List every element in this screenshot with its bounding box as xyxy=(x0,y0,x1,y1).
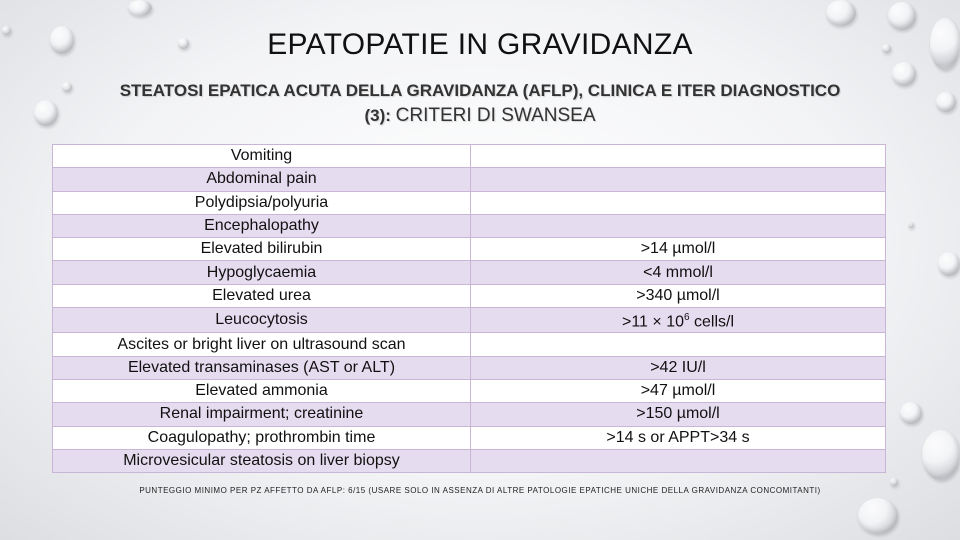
swansea-criteria-table xyxy=(52,144,886,473)
threshold-value: >11 × 10 xyxy=(622,313,684,331)
criterion-cell: Leucocytosis xyxy=(53,308,471,333)
criteria-row xyxy=(53,261,886,284)
criterion-cell: Coagulopathy; prothrombin time xyxy=(53,426,471,449)
scoring-footnote: PUNTEGGIO MINIMO PER PZ AFFETTO DA AFLP: 6/15 (USARE SOLO IN ASSENZA DI ALTRE PATOLOGIE EPATICHE UNICHE DELLA GRAVIDANZA CONCOMITANTI) xyxy=(139,486,821,495)
criterion-cell: Microvesicular steatosis on liver biopsy xyxy=(53,449,471,472)
criteria-row xyxy=(53,284,886,307)
water-droplet-decoration xyxy=(938,252,960,276)
criteria-row xyxy=(53,333,886,356)
water-droplet-decoration xyxy=(128,0,152,16)
criteria-row xyxy=(53,238,886,261)
water-droplet-decoration xyxy=(892,62,916,86)
criteria-row xyxy=(53,145,886,168)
threshold-cell: >150 µmol/l xyxy=(471,403,886,426)
water-droplet-decoration xyxy=(34,100,58,126)
criterion-cell: Elevated transaminases (AST or ALT) xyxy=(53,356,471,379)
threshold-cell xyxy=(471,168,886,191)
criteria-row xyxy=(53,308,886,333)
water-droplet-decoration xyxy=(890,478,898,486)
threshold-cell xyxy=(471,449,886,472)
criterion-cell: Abdominal pain xyxy=(53,168,471,191)
subtitle-tail: CRITERI DI SWANSEA xyxy=(395,105,596,126)
criteria-row xyxy=(53,214,886,237)
criterion-cell: Renal impairment; creatinine xyxy=(53,403,471,426)
criterion-cell: Vomiting xyxy=(53,145,471,168)
criterion-cell: Polydipsia/polyuria xyxy=(53,191,471,214)
criteria-row xyxy=(53,380,886,403)
threshold-cell: >14 s or APPT>34 s xyxy=(471,426,886,449)
water-droplet-decoration xyxy=(858,498,898,534)
threshold-cell xyxy=(471,145,886,168)
slide-title: EPATOPATIE IN GRAVIDANZA xyxy=(267,28,693,61)
criteria-row xyxy=(53,168,886,191)
criterion-cell: Encephalopathy xyxy=(53,214,471,237)
threshold-exponent: 6 xyxy=(683,312,690,324)
threshold-cell: <4 mmol/l xyxy=(471,261,886,284)
threshold-cell xyxy=(471,333,886,356)
criteria-row xyxy=(53,449,886,472)
water-droplet-decoration xyxy=(922,430,960,480)
slide-subtitle xyxy=(110,78,850,128)
water-droplet-decoration xyxy=(888,2,916,30)
water-droplet-decoration xyxy=(936,92,956,112)
criteria-row xyxy=(53,403,886,426)
criterion-cell: Ascites or bright liver on ultrasound scan xyxy=(53,333,471,356)
threshold-cell xyxy=(471,308,886,333)
criteria-row xyxy=(53,426,886,449)
criterion-cell: Elevated ammonia xyxy=(53,380,471,403)
water-droplet-decoration xyxy=(900,402,922,424)
threshold-cell: >47 µmol/l xyxy=(471,380,886,403)
threshold-cell xyxy=(471,214,886,237)
threshold-cell: >340 µmol/l xyxy=(471,284,886,307)
subtitle-main: STEATOSI EPATICA ACUTA DELLA GRAVIDANZA (AFLP), CLINICA E ITER DIAGNOSTICO (3): xyxy=(119,81,841,125)
threshold-cell: >42 IU/l xyxy=(471,356,886,379)
criteria-row xyxy=(53,191,886,214)
threshold-cell xyxy=(471,191,886,214)
threshold-unit: cells/l xyxy=(689,313,734,331)
water-droplet-decoration xyxy=(62,82,72,92)
threshold-cell: >14 µmol/l xyxy=(471,238,886,261)
criterion-cell: Elevated urea xyxy=(53,284,471,307)
criterion-cell: Hypoglycaemia xyxy=(53,261,471,284)
criteria-row xyxy=(53,356,886,379)
water-droplet-decoration xyxy=(826,0,856,26)
water-droplet-decoration xyxy=(908,222,914,228)
criterion-cell: Elevated bilirubin xyxy=(53,238,471,261)
